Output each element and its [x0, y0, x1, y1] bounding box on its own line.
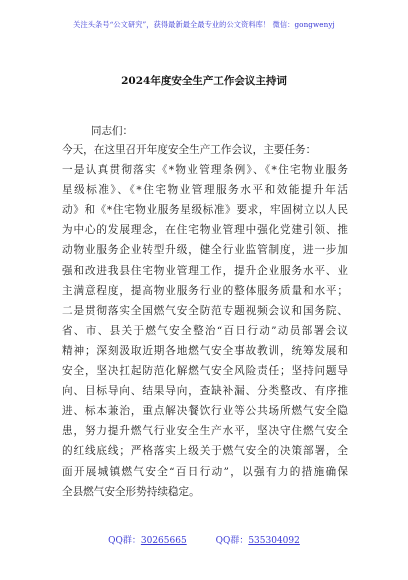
body-line: 强和改进我县住宅物业管理工作，提升企业服务水平、业: [62, 264, 348, 277]
body-line: 动》和《*住宅物业服务星级标准》要求，牢固树立以人民: [62, 204, 348, 217]
promo-banner: 关注头条号“公文研究”，获得最新最全最专业的公文资料库！ 微信：gongwenyj: [73, 20, 335, 29]
body-line: 动物业服务企业转型升级，健全行业监管制度，进一步加: [62, 244, 348, 257]
body-line: 二是贯彻落实全国燃气安全防范专题视频会议和国务院、: [62, 304, 348, 317]
qq-group-1[interactable]: [108, 533, 187, 546]
body-paragraph: [62, 140, 348, 502]
body-line: 患，努力提升燃气行业安全生产水平，坚决守住燃气安全: [62, 425, 348, 438]
body-line: 的红线底线；严格落实上级关于燃气安全的决策部署，全: [62, 445, 348, 458]
qq-group-2[interactable]: [216, 533, 300, 546]
body-line: 主满意程度，提高物业服务行业的整体服务质量和水平；: [62, 284, 348, 297]
body-line: 省、市、县关于燃气安全整治“百日行动”动员部署会议: [62, 324, 348, 337]
document-title: 2024年度安全生产工作会议主持词: [121, 75, 287, 87]
qq-group-1-label: QQ群：: [108, 536, 141, 546]
footer-contact: [0, 533, 408, 546]
body-line: 面开展城镇燃气安全“百日行动”，以强有力的措施确保: [62, 465, 348, 478]
body-line: 为中心的发展理念，在住宅物业管理中强化党建引领、推: [62, 224, 348, 237]
body-line: 安全，坚决扛起防范化解燃气安全风险责任；坚持问题导: [62, 365, 348, 378]
qq-group-2-number[interactable]: 535304092: [248, 536, 300, 546]
body-line: 精神；深刻汲取近期各地燃气安全事故教训，统筹发展和: [62, 344, 348, 357]
body-line: 向、目标导向、结果导向，查缺补漏、分类整改、有序推: [62, 385, 348, 398]
qq-group-1-number[interactable]: 30265665: [140, 536, 187, 546]
salutation: 同志们：: [91, 125, 133, 137]
body-line: 进、标本兼治，重点解决餐饮行业等公共场所燃气安全隐: [62, 405, 348, 418]
qq-group-2-label: QQ群：: [215, 536, 249, 546]
body-line: 星级标准》、《*住宅物业管理服务水平和效能提升年活: [62, 184, 348, 197]
body-line: 全县燃气安全形势持续稳定。: [62, 485, 200, 498]
body-line: 一是认真贯彻落实《*物业管理条例》、《*住宅物业服务: [62, 164, 348, 177]
body-line: 今天，在这里召开年度安全生产工作会议，主要任务：: [62, 144, 317, 156]
